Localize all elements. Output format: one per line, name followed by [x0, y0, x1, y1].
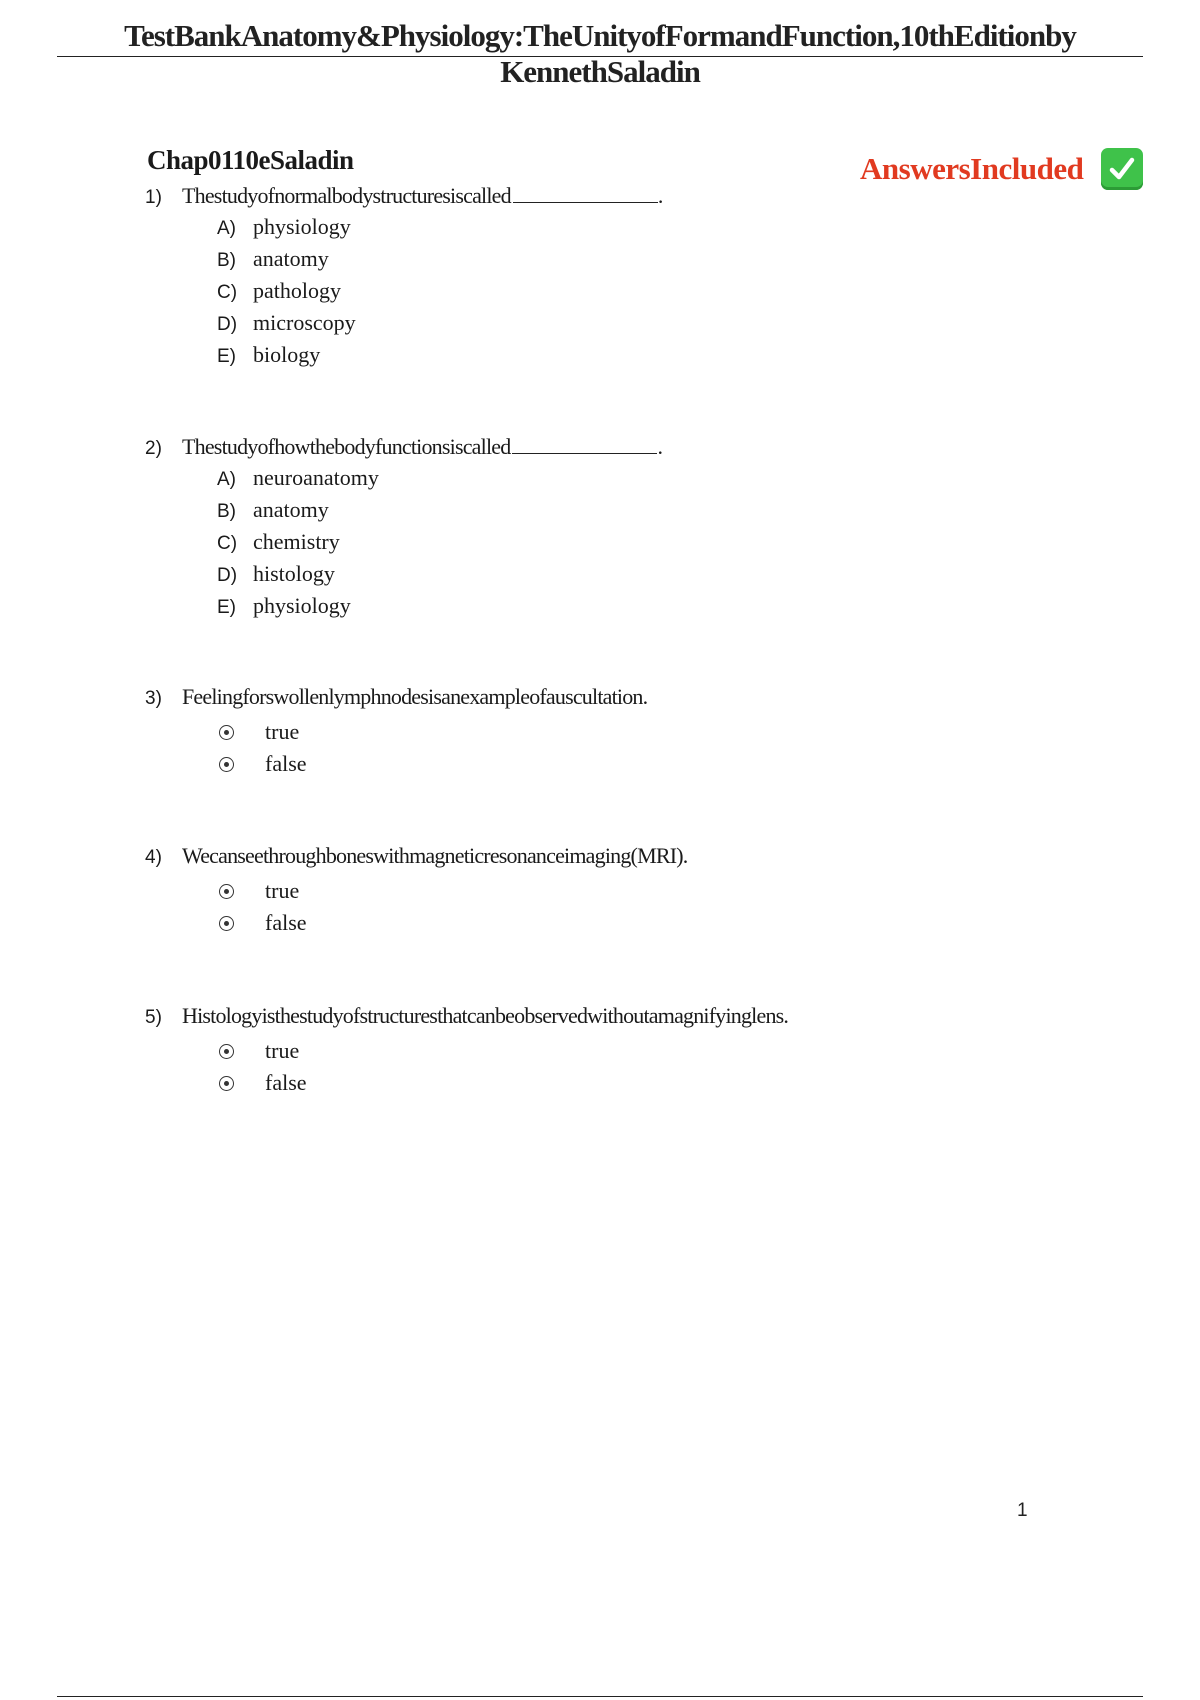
question-text: Wecanseethroughboneswithmagneticresonanceimaging(MRI). [182, 843, 688, 868]
option-letter: B) [217, 250, 236, 271]
question-number: 4) [145, 847, 162, 868]
option-text: neuroanatomy [253, 465, 379, 490]
option-letter: D) [217, 565, 238, 586]
option-true[interactable] [145, 875, 1045, 907]
option-text: physiology [253, 214, 351, 239]
question-stem [145, 433, 1045, 465]
question-suffix: . [657, 434, 663, 459]
option-text: chemistry [253, 529, 340, 554]
option-b [145, 497, 1045, 529]
option-e [145, 342, 1045, 374]
document-title-line-2: KennethSaladin [500, 54, 700, 89]
option-text: histology [253, 561, 335, 586]
option-text: microscopy [253, 310, 356, 335]
question-2 [145, 433, 1045, 625]
option-text: false [265, 910, 307, 935]
radio-button-icon[interactable] [219, 884, 234, 899]
document-title [40, 18, 1160, 90]
question-3 [145, 684, 1045, 780]
option-list [145, 465, 1045, 625]
radio-button-icon[interactable] [219, 916, 234, 931]
option-true[interactable] [145, 1035, 1045, 1067]
option-false[interactable] [145, 748, 1045, 780]
question-number: 3) [145, 688, 162, 709]
option-text: true [265, 1038, 300, 1063]
option-text: true [265, 719, 300, 744]
option-letter: B) [217, 501, 236, 522]
question-5 [145, 1003, 1045, 1099]
question-1 [145, 182, 1045, 374]
question-number: 2) [145, 438, 162, 459]
option-c [145, 278, 1045, 310]
option-letter: A) [217, 218, 236, 239]
page-number: 1 [1017, 1500, 1028, 1521]
question-4 [145, 843, 1045, 939]
option-text: false [265, 751, 307, 776]
question-stem [145, 843, 1045, 875]
option-c [145, 529, 1045, 561]
question-stem [145, 1003, 1045, 1035]
radio-button-icon[interactable] [219, 725, 234, 740]
document-title-line-1: TestBankAnatomy&Physiology:TheUnityofFormandFunction,10thEditionby [124, 18, 1076, 53]
option-d [145, 561, 1045, 593]
question-text: Thestudyofhowthebodyfunctionsiscalled [182, 434, 511, 459]
header-rule [57, 56, 1143, 57]
answer-blank [513, 182, 658, 203]
question-number: 1) [145, 187, 162, 208]
radio-button-icon[interactable] [219, 1044, 234, 1059]
option-text: anatomy [253, 246, 329, 271]
option-false[interactable] [145, 907, 1045, 939]
option-text: anatomy [253, 497, 329, 522]
question-number: 5) [145, 1007, 162, 1028]
option-letter: C) [217, 282, 238, 303]
radio-button-icon[interactable] [219, 757, 234, 772]
option-a [145, 465, 1045, 497]
option-b [145, 246, 1045, 278]
question-stem [145, 182, 1045, 214]
option-letter: E) [217, 597, 236, 618]
option-letter: E) [217, 346, 236, 367]
option-e [145, 593, 1045, 625]
question-suffix: . [657, 183, 663, 208]
option-text: pathology [253, 278, 341, 303]
chapter-heading: Chap0110eSaladin [147, 145, 354, 175]
option-text: true [265, 878, 300, 903]
question-text: Thestudyofnormalbodystructuresiscalled [182, 183, 511, 208]
option-text: biology [253, 342, 321, 367]
answers-included-text: AnswersIncluded [860, 151, 1084, 186]
option-text: physiology [253, 593, 351, 618]
option-text: false [265, 1070, 307, 1095]
option-false[interactable] [145, 1067, 1045, 1099]
question-text: Histologyisthestudyofstructuresthatcanbeobservedwithoutamagnifyinglens. [182, 1003, 789, 1028]
check-mark-button-icon [1101, 148, 1143, 190]
option-a [145, 214, 1045, 246]
footer-rule [57, 1696, 1143, 1697]
option-letter: D) [217, 314, 238, 335]
option-list [145, 214, 1045, 374]
option-true[interactable] [145, 716, 1045, 748]
radio-button-icon[interactable] [219, 1076, 234, 1091]
option-d [145, 310, 1045, 342]
option-letter: C) [217, 533, 238, 554]
question-stem [145, 684, 1045, 716]
question-text: Feelingforswollenlymphnodesisanexampleofauscultation. [182, 684, 648, 709]
option-letter: A) [217, 469, 236, 490]
answer-blank [512, 433, 657, 454]
